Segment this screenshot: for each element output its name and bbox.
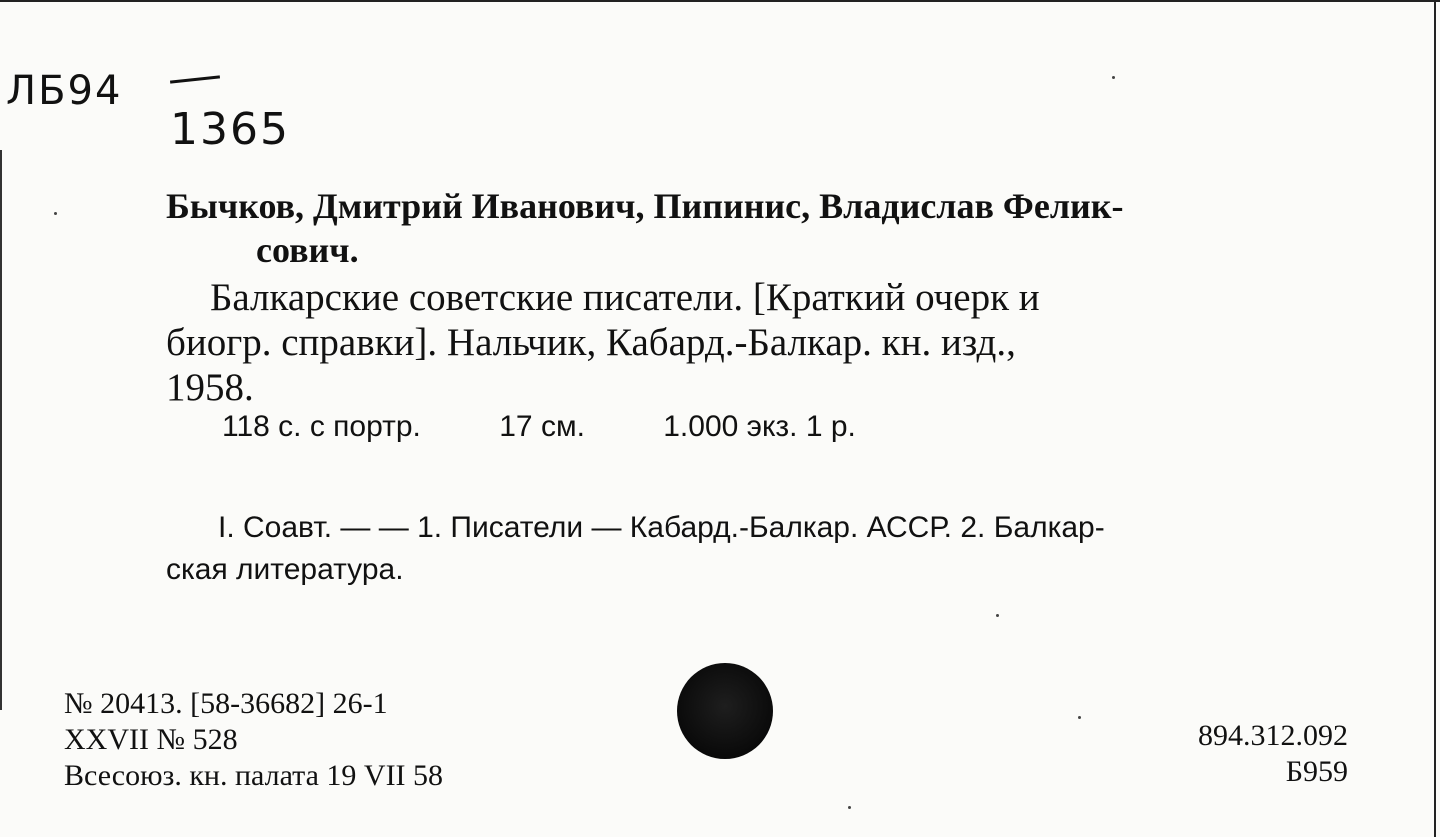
paper-speck: [1078, 716, 1081, 719]
card-top-edge: [0, 0, 1440, 2]
paper-speck: [1112, 76, 1115, 79]
title-line: Балкарские советские писатели. [Краткий очерк и: [210, 276, 1040, 319]
size-info: 17 см.: [499, 410, 585, 443]
card-punch-hole: [677, 663, 773, 759]
pages-info: 118 с. с портр.: [222, 410, 421, 443]
classification-code: 894.312.092: [1198, 719, 1348, 752]
subject-tracings: [166, 507, 1346, 591]
handwritten-inventory-number: 1365: [170, 104, 290, 155]
imprint-line: биогр. справки]. Нальчик, Кабард.-Балкар. кн. изд.,: [166, 321, 1016, 364]
tracing-line-continued: ская литература.: [166, 553, 404, 586]
authors-heading: [166, 184, 1346, 272]
paper-speck: [54, 212, 57, 215]
card-left-edge: [0, 150, 2, 710]
registration-number: № 20413. [58-36682] 26-1: [64, 687, 388, 720]
authors-line-continued: сович.: [256, 230, 359, 270]
paper-speck: [848, 806, 851, 809]
registration-chamber: Всесоюз. кн. палата 19 VII 58: [64, 759, 444, 792]
imprint-year: 1958.: [166, 366, 254, 409]
handwritten-fraction-line: [170, 75, 220, 83]
physical-description: [222, 410, 926, 444]
registration-volume: XXVII № 528: [64, 723, 238, 756]
paper-speck: [996, 614, 999, 617]
registration-info: [64, 686, 443, 794]
card-right-edge: [1434, 0, 1436, 837]
title-imprint: [166, 275, 1346, 410]
author-mark: Б959: [1285, 755, 1348, 788]
tracing-line: I. Соавт. — — 1. Писатели — Кабард.-Балкар. АССР. 2. Балкар-: [218, 511, 1105, 544]
authors-line: Бычков, Дмитрий Иванович, Пипинис, Владислав Фелик-: [166, 186, 1124, 226]
copies-price-info: 1.000 экз. 1 р.: [663, 410, 856, 443]
classification-info: [1198, 718, 1348, 790]
handwritten-shelf-mark: ЛБ94: [6, 68, 123, 114]
